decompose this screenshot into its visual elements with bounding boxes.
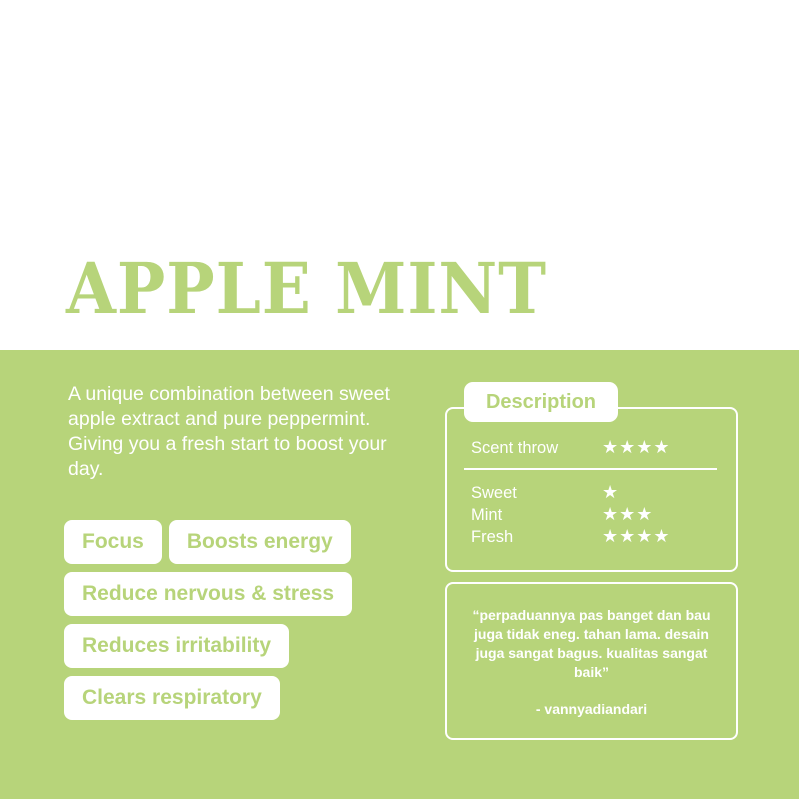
product-intro: A unique combination between sweet apple extract and pure peppermint. Giving you a fresh start to boost your day. [68, 383, 390, 480]
tag-boosts-energy: Boosts energy [169, 520, 351, 564]
star-rating-icon: ★★★ [602, 504, 654, 524]
tag-focus: Focus [64, 520, 162, 564]
tag-reduce-nervous: Reduce nervous & stress [64, 572, 352, 616]
tag-row [64, 624, 404, 668]
tag-reduces-irritability: Reduces irritability [64, 624, 289, 668]
star-rating-icon: ★ [602, 482, 620, 502]
note-label: Fresh [471, 528, 514, 546]
review-author: - vannyadiandari [535, 701, 648, 717]
tag-row [64, 676, 404, 720]
description-tab: Description [464, 382, 618, 422]
review-quote: “perpaduannya pas banget dan bau juga tidak eneg. tahan lama. desain juga sangat bagus. kualitas sangat baik” [472, 607, 711, 680]
benefit-tags [64, 520, 404, 728]
tag-row [64, 520, 404, 564]
tag-row [64, 572, 404, 616]
note-label: Sweet [471, 484, 517, 502]
product-title: APPLE MINT [66, 247, 548, 330]
scent-throw-label: Scent throw [471, 439, 559, 457]
star-rating-icon: ★★★★ [602, 437, 671, 457]
divider [464, 468, 717, 470]
tag-clears-respiratory: Clears respiratory [64, 676, 280, 720]
star-rating-icon: ★★★★ [602, 526, 671, 546]
note-label: Mint [471, 506, 503, 524]
